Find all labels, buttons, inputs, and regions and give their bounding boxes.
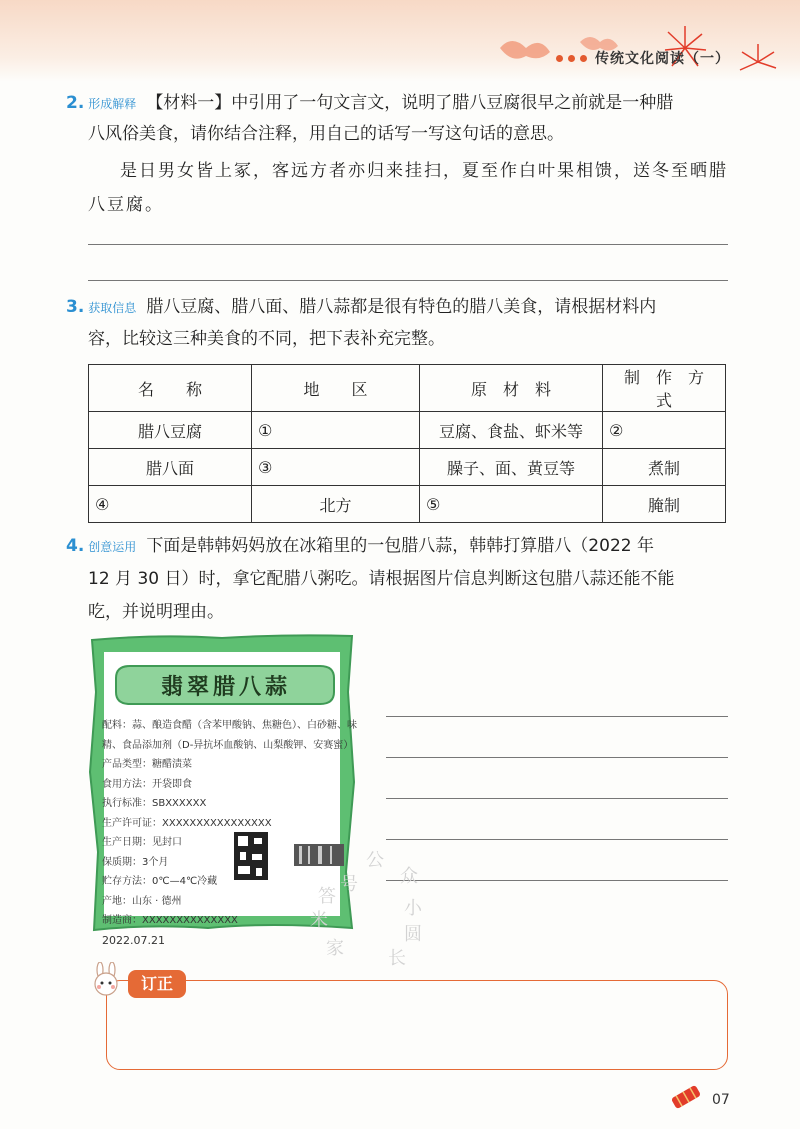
table-cell-blank[interactable]: ⑤ (420, 486, 603, 523)
answer-line (386, 716, 728, 717)
q3-line-1 (66, 292, 656, 324)
package-label-line: 贮存方法：0℃—4℃冷藏 (102, 876, 218, 887)
table-header-row (89, 365, 726, 412)
answer-line (386, 839, 728, 840)
table-header: 名 称 (89, 365, 252, 412)
table-row (89, 486, 726, 523)
table-cell-blank[interactable]: ② (603, 412, 726, 449)
table-cell: 腌制 (603, 486, 726, 523)
q2-line-1 (66, 88, 673, 120)
package-label-line: 产品类型：糖醋渍菜 (102, 759, 192, 770)
q4-line-3: 吃，并说明理由。 (88, 602, 224, 622)
rabbit-icon (90, 962, 124, 998)
barcode-icon (294, 844, 344, 866)
table-header: 原 材 料 (420, 365, 603, 412)
correction-label: 订正 (128, 970, 186, 998)
q4-tag: 创意运用 (88, 540, 137, 554)
watermark-char: 圆 (404, 924, 422, 945)
table-row (89, 412, 726, 449)
watermark-char: 家 (326, 938, 344, 959)
table-cell-blank[interactable]: ① (252, 412, 420, 449)
firecracker-icon (664, 1082, 708, 1112)
watermark-char: 号 (340, 874, 358, 895)
table-header: 制 作 方 式 (603, 365, 726, 412)
qr-code-icon (234, 832, 268, 880)
table-cell: 腊八豆腐 (89, 412, 252, 449)
answer-line (386, 757, 728, 758)
q4-text-1: 下面是韩韩妈妈放在冰箱里的一包腊八蒜，韩韩打算腊八（2022 年 (146, 536, 654, 556)
table-cell-blank[interactable]: ③ (252, 449, 420, 486)
q4-line-1 (66, 531, 654, 563)
q3-text-1: 腊八豆腐、腊八面、腊八蒜都是很有特色的腊八美食，请根据材料内 (146, 297, 657, 317)
answer-line (88, 280, 728, 281)
package-label-line: 精、食品添加剂（D-异抗坏血酸钠、山梨酸钾、安赛蜜） (102, 739, 354, 751)
header-dot-3 (580, 55, 587, 62)
package-date: 2022.07.21 (102, 933, 165, 947)
header-dot-2 (568, 55, 575, 62)
watermark-char: 长 (388, 948, 406, 969)
page-number: 07 (712, 1092, 730, 1108)
answer-line (386, 798, 728, 799)
q2-text-1: 【材料一】中引用了一句文言文，说明了腊八豆腐很早之前就是一种腊 (146, 93, 674, 113)
watermark-char: 小 (404, 898, 422, 919)
q2-line-2: 八风俗美食，请你结合注释，用自己的话写一写这句话的意思。 (88, 124, 564, 144)
table-cell: 腊八面 (89, 449, 252, 486)
answer-line (88, 244, 728, 245)
q3-number: 3. (66, 297, 85, 317)
table-row (89, 449, 726, 486)
table-cell: 北方 (252, 486, 420, 523)
header-title: 传统文化阅读（一） (595, 51, 730, 67)
q2-quote-2: 八豆腐。 (88, 195, 164, 215)
package-label-line: 执行标准：SBXXXXXX (102, 798, 207, 809)
comparison-table (88, 364, 726, 523)
q4-line-2: 12 月 30 日）时，拿它配腊八粥吃。请根据图片信息判断这包腊八蒜还能不能 (88, 569, 675, 589)
garlic-package-image (88, 632, 357, 947)
watermark-char: 众 (400, 866, 418, 887)
q3-tag: 获取信息 (88, 301, 137, 315)
table-cell: 煮制 (603, 449, 726, 486)
watermark-char: 答 (318, 886, 336, 907)
table-header: 地 区 (252, 365, 420, 412)
watermark-char: 公 (366, 850, 384, 871)
q2-tag: 形成解释 (88, 97, 137, 111)
watermark-char: 米 (310, 910, 328, 931)
table-cell: 豆腐、食盐、虾米等 (420, 412, 603, 449)
package-label-line: 生产许可证：XXXXXXXXXXXXXXXX (102, 817, 272, 829)
q3-line-2: 容，比较这三种美食的不同，把下表补充完整。 (88, 329, 445, 349)
header-dot-1 (556, 55, 563, 62)
package-label-line: 产地：山东 · 德州 (102, 895, 182, 907)
q2-number: 2. (66, 93, 85, 113)
package-label-line: 食用方法：开袋即食 (102, 778, 192, 790)
table-cell: 臊子、面、黄豆等 (420, 449, 603, 486)
correction-box[interactable] (106, 980, 728, 1070)
package-label-line: 生产日期：见封口 (102, 837, 182, 848)
table-cell-blank[interactable]: ④ (89, 486, 252, 523)
q4-number: 4. (66, 536, 85, 556)
answer-line (386, 880, 728, 881)
package-label-line: 制造商：XXXXXXXXXXXXXX (102, 915, 238, 926)
package-label-line: 保质期：3个月 (102, 856, 169, 868)
package-title: 翡翠腊八蒜 (160, 674, 291, 700)
package-label-line: 配料：蒜、酿造食醋（含苯甲酸钠、焦糖色）、白砂糖、味 (102, 720, 357, 731)
q2-quote-1: 是日男女皆上冢，客远方者亦归来挂扫，夏至作白叶果相馈，送冬至晒腊 (120, 161, 728, 181)
